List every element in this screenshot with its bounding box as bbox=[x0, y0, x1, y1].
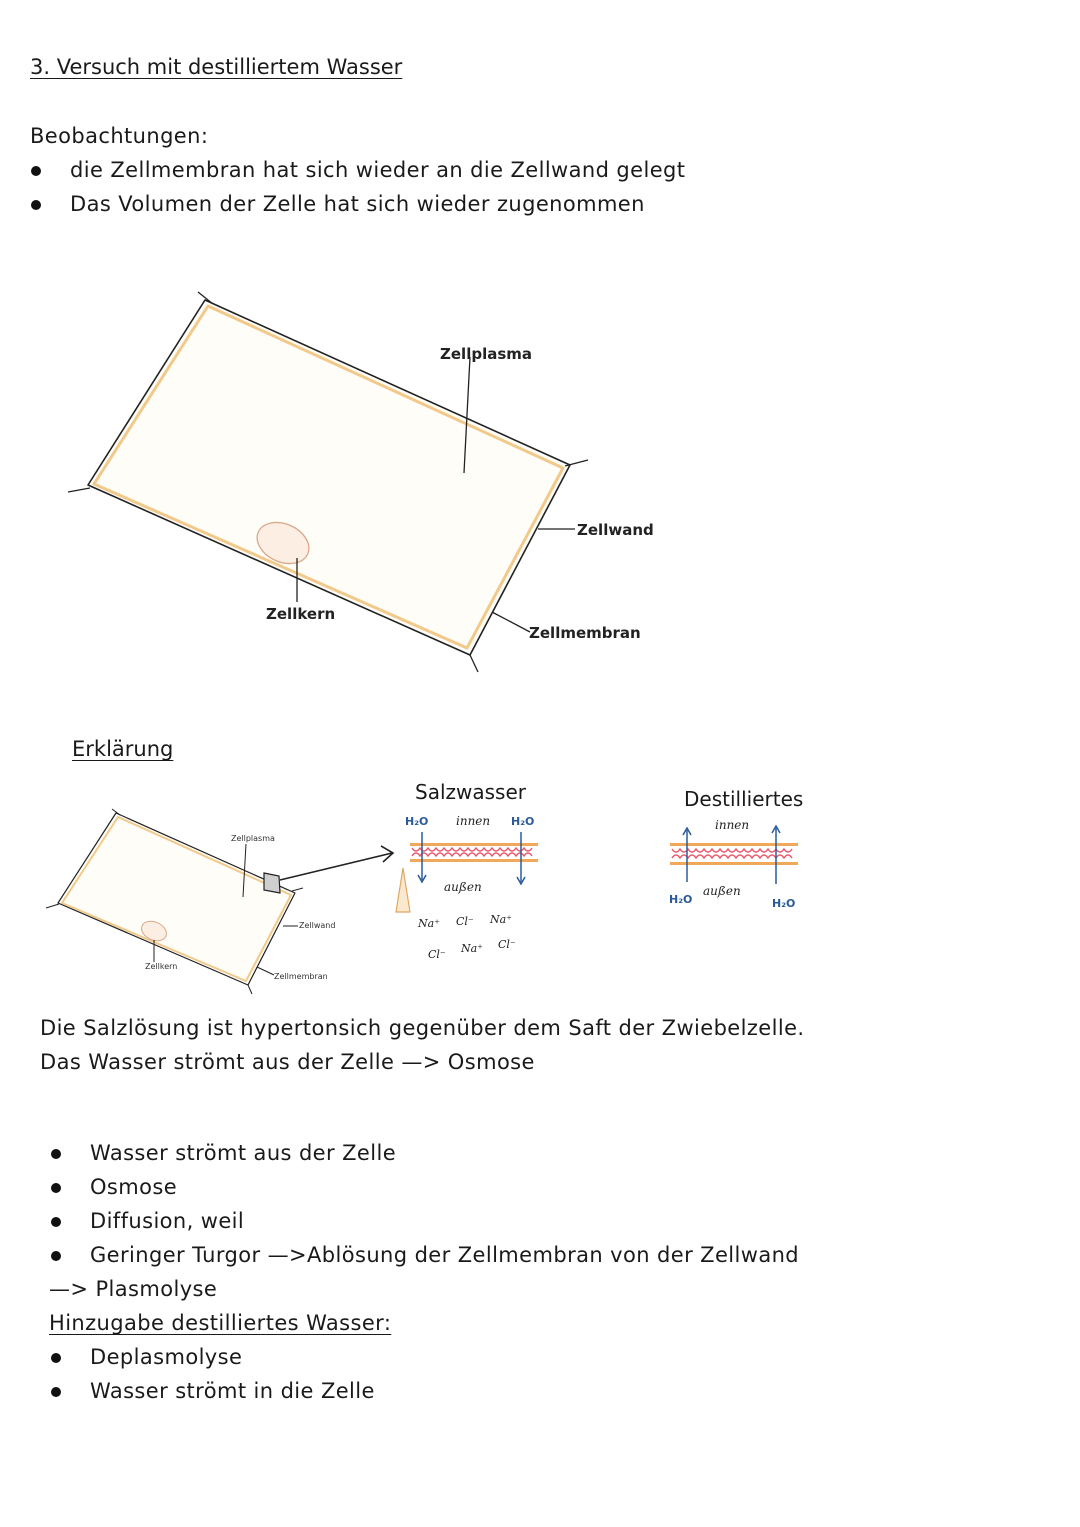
page-heading: 3. Versuch mit destilliertem Wasser bbox=[30, 55, 403, 79]
label-zellkern: Zellkern bbox=[266, 605, 336, 623]
ion-cl-1: Cl⁻ bbox=[456, 915, 474, 928]
bullet bbox=[51, 1387, 61, 1397]
ion-cl-3: Cl⁻ bbox=[498, 938, 516, 951]
summary-item-2: Osmose bbox=[90, 1175, 178, 1199]
summary-item-6: Wasser strömt in die Zelle bbox=[90, 1379, 375, 1403]
small-label-zellmembran: Zellmembran bbox=[274, 972, 328, 981]
small-label-zellplasma: Zellplasma bbox=[231, 834, 275, 843]
destilliertes-aussen: außen bbox=[703, 884, 741, 898]
destilliertes-h2o-right: H₂O bbox=[772, 897, 796, 910]
summary-item-3: Diffusion, weil bbox=[90, 1209, 245, 1233]
conclusion-line-1: Die Salzlösung ist hypertonsich gegenüber dem Saft der Zwiebelzelle. bbox=[40, 1016, 805, 1040]
explanation-title: Erklärung bbox=[72, 737, 174, 761]
ion-cl-2: Cl⁻ bbox=[428, 948, 446, 961]
summary-item-5: Deplasmolyse bbox=[90, 1345, 243, 1369]
destilliertes-membrane bbox=[670, 826, 798, 884]
summary-subheading: Hinzugabe destilliertes Wasser: bbox=[49, 1311, 392, 1335]
zoom-square bbox=[264, 873, 280, 893]
concentration-gradient bbox=[396, 868, 410, 912]
salzwasser-innen: innen bbox=[456, 814, 491, 828]
small-label-zellkern: Zellkern bbox=[145, 962, 178, 971]
ion-na-2: Na⁺ bbox=[490, 913, 512, 926]
bullet bbox=[51, 1251, 61, 1261]
bullet bbox=[51, 1217, 61, 1227]
conclusion-line-2: Das Wasser strömt aus der Zelle —> Osmose bbox=[40, 1050, 535, 1074]
bullet bbox=[51, 1183, 61, 1193]
summary-plasmolyse: —> Plasmolyse bbox=[49, 1277, 218, 1301]
ion-na-1: Na⁺ bbox=[418, 917, 440, 930]
observation-item-1: die Zellmembran hat sich wieder an die Zellwand gelegt bbox=[70, 158, 686, 182]
bullet bbox=[51, 1149, 61, 1159]
label-zellplasma: Zellplasma bbox=[440, 345, 533, 363]
bullet bbox=[51, 1353, 61, 1363]
salzwasser-h2o-left: H₂O bbox=[405, 815, 429, 828]
destilliertes-h2o-left: H₂O bbox=[669, 893, 693, 906]
destilliertes-innen: innen bbox=[715, 818, 750, 832]
salzwasser-aussen: außen bbox=[444, 880, 482, 894]
summary-item-4: Geringer Turgor —>Ablösung der Zellmembran von der Zellwand bbox=[90, 1243, 800, 1267]
label-zellmembran: Zellmembran bbox=[529, 624, 641, 642]
small-label-zellwand: Zellwand bbox=[299, 921, 336, 930]
destilliertes-title: Destilliertes bbox=[684, 787, 804, 811]
salzwasser-membrane bbox=[396, 832, 538, 912]
ion-na-3: Na⁺ bbox=[461, 942, 483, 955]
salzwasser-title: Salzwasser bbox=[415, 780, 526, 804]
salzwasser-h2o-right: H₂O bbox=[511, 815, 535, 828]
summary-item-1: Wasser strömt aus der Zelle bbox=[90, 1141, 397, 1165]
observations-title: Beobachtungen: bbox=[30, 124, 209, 148]
label-zellwand: Zellwand bbox=[577, 521, 654, 539]
observation-item-2: Das Volumen der Zelle hat sich wieder zugenommen bbox=[70, 192, 645, 216]
